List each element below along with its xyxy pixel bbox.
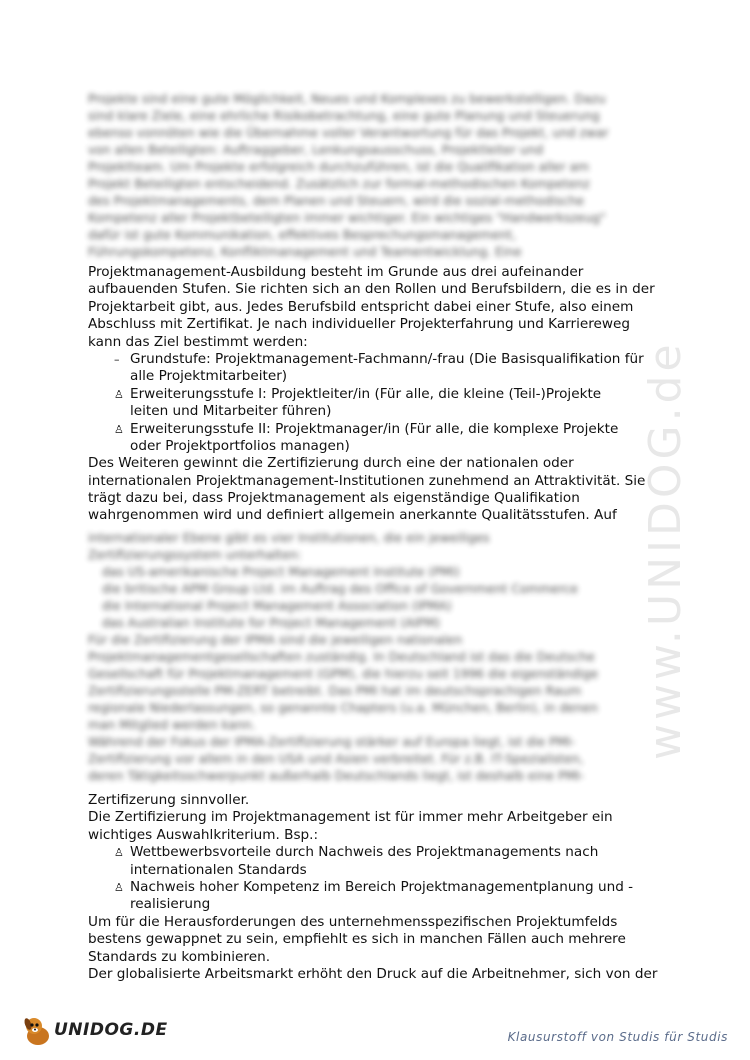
blurred-line: Für die Zertifizierung der IPMA sind die jeweiligen nationalen xyxy=(88,633,463,647)
blurred-line: Zertifizierungssystem unterhalten: xyxy=(88,548,302,562)
blurred-line: internationaler Ebene gibt es vier Institutionen, die ein jeweiliges xyxy=(88,531,490,545)
pawn-bullet-icon: ♙ xyxy=(114,387,124,401)
dash-bullet-icon: – xyxy=(114,352,120,366)
dog-mascot-icon xyxy=(22,1014,56,1048)
logo-text: UNIDOG.DE xyxy=(54,1020,168,1040)
blurred-paragraph-middle xyxy=(88,530,668,785)
text-line: wahrgenommen wird und definiert allgemein anerkannte Qualitätsstufen. Auf xyxy=(88,507,617,524)
text-line: Zertifizerung sinnvoller. xyxy=(88,792,250,808)
blurred-line: die International Project Management Association (IPMA) xyxy=(102,599,452,613)
blurred-line: deren Tätigkeitsschwerpunkt außerhalb Deutschlands liegt, ist deshalb eine PMI- xyxy=(88,769,585,783)
text-line: Die Zertifizierung im Projektmanagement ist für immer mehr Arbeitgeber ein xyxy=(88,809,613,826)
list-item-text: Grundstufe: Projektmanagement-Fachmann/-frau (Die Basisqualifikation für xyxy=(130,350,644,367)
watermark: www.UNIDOG.de xyxy=(640,340,691,760)
list-item-continuation: realisierung xyxy=(130,896,211,913)
blurred-line: Projektteam. Um Projekte erfolgreich durchzuführen, ist die Qualifikation aller am xyxy=(88,160,590,174)
text-line: Der globalisierte Arbeitsmarkt erhöht den Druck auf die Arbeitnehmer, sich von der xyxy=(88,965,658,982)
blurred-line: Zertifizierung vor allem in den USA und Asien verbreitet. Für z.B. IT-Spezialisten, xyxy=(88,752,584,766)
list-item-text: Nachweis hoher Kompetenz im Bereich Projektmanagementplanung und - xyxy=(130,878,634,895)
list-item-kompetenz xyxy=(88,879,678,896)
blurred-line: von allen Beteiligten: Auftraggeber, Lenkungsausschuss, Projektleiter und xyxy=(88,143,544,157)
blurred-line: regionale Niederlassungen, so genannte Chapters (u.a. München, Berlin), in denen xyxy=(88,701,598,715)
text-line: internationalen Projektmanagement-Institutionen zunehmend an Attraktivität. Sie xyxy=(88,472,646,489)
list-item-erweiterungsstufe-1 xyxy=(88,386,678,403)
text-line: kann das Ziel bestimmt werden: xyxy=(88,333,308,350)
footer-slogan: Klausurstoff von Studis für Studis xyxy=(507,1030,728,1044)
list-item-continuation: alle Projektmitarbeiter) xyxy=(130,368,288,385)
list-item-text: Wettbewerbsvorteile durch Nachweis des Projektmanagements nach xyxy=(130,844,599,861)
blurred-line: Führungskompetenz, Konfliktmanagement und Teamentwicklung. Eine xyxy=(88,245,522,259)
blurred-line: dafür ist gute Kommunikation, effektives Besprechungsmanagement, xyxy=(88,228,516,242)
pawn-bullet-icon: ♙ xyxy=(114,846,124,860)
text-line: bestens gewappnet zu sein, empfiehlt es sich in manchen Fällen auch mehrere xyxy=(88,931,626,948)
list-item-erweiterungsstufe-2 xyxy=(88,421,678,438)
list-item-continuation: internationalen Standards xyxy=(130,861,307,878)
blurred-paragraph-top xyxy=(88,91,668,261)
blurred-line: Zertifizierungsstelle PM-ZERT betreibt. Das PMI hat im deutschsprachigen Raum xyxy=(88,684,582,698)
blurred-line: die britische APM Group Ltd. im Auftrag des Office of Government Commerce xyxy=(102,582,578,596)
list-item-continuation: leiten und Mitarbeiter führen) xyxy=(130,403,332,420)
pawn-bullet-icon: ♙ xyxy=(114,880,124,894)
blurred-line: Projekt Beteiligten entscheidend. Zusätzlich zur formal-methodischen Kompetenz xyxy=(88,177,590,191)
text-section-zertifizierung xyxy=(88,792,678,983)
list-item-grundstufe xyxy=(88,351,678,368)
blurred-line: ebenso vonnöten wie die Übernahme voller Verantwortung für das Projekt, und zwar xyxy=(88,126,609,140)
list-item-wettbewerbsvorteile xyxy=(88,844,678,861)
blurred-line: Während der Fokus der IPMA-Zertifizierung stärker auf Europa liegt, ist die PMI- xyxy=(88,735,576,749)
unidog-logo[interactable] xyxy=(22,1014,168,1048)
blurred-line: des Projektmanagements, dem Planen und Steuern, wird die sozial-methodische xyxy=(88,194,585,208)
text-line: aufbauenden Stufen. Sie richten sich an den Rollen und Berufsbildern, die es in der xyxy=(88,281,655,298)
text-line: Abschluss mit Zertifikat. Je nach individueller Projekterfahrung und Karriereweg xyxy=(88,316,631,333)
blurred-line: man Mitglied werden kann. xyxy=(88,718,256,732)
list-item-text: Erweiterungsstufe II: Projektmanager/in (Für alle, die komplexe Projekte xyxy=(130,420,619,437)
blurred-line: das Australian Institute for Project Management (AIPM) xyxy=(102,616,441,630)
text-line: wichtiges Auswahlkriterium. Bsp.: xyxy=(88,826,319,843)
list-item-continuation: oder Projektportfolios managen) xyxy=(130,437,350,454)
list-item-text: Erweiterungsstufe I: Projektleiter/in (Für alle, die kleine (Teil-)Projekte xyxy=(130,385,602,402)
text-line: Projektmanagement-Ausbildung besteht im Grunde aus drei aufeinander xyxy=(88,264,584,280)
text-line: Um für die Herausforderungen des unternehmensspezifischen Projektumfelds xyxy=(88,913,618,930)
pawn-bullet-icon: ♙ xyxy=(114,422,124,436)
text-line: trägt dazu bei, dass Projektmanagement als eigenständige Qualifikation xyxy=(88,490,580,507)
text-line: Projektarbeit gibt, aus. Jedes Berufsbild entspricht dabei einer Stufe, also einem xyxy=(88,298,634,315)
blurred-line: sind klare Ziele, eine ehrliche Risikobetrachtung, eine gute Planung und Steuerung xyxy=(88,109,600,123)
text-line: Standards zu kombinieren. xyxy=(88,948,271,965)
blurred-line: Projektmanagementgesellschaften zuständig. In Deutschland ist das die Deutsche xyxy=(88,650,595,664)
blurred-line: Gesellschaft für Projektmanagement (GPM), die hierzu seit 1996 die eigenständige xyxy=(88,667,599,681)
blurred-line: Projekte sind eine gute Möglichkeit, Neues und Komplexes zu bewerkstelligen. Dazu xyxy=(88,92,606,106)
blurred-line: Kompetenz aller Projektbeteiligten immer wichtiger. Ein wichtiges "Handwerkszeug" xyxy=(88,211,606,225)
text-section-ausbildung xyxy=(88,264,678,525)
text-line: Des Weiteren gewinnt die Zertifizierung durch eine der nationalen oder xyxy=(88,455,574,472)
blurred-line: das US-amerikanische Project Management Institute (PMI) xyxy=(102,565,460,579)
